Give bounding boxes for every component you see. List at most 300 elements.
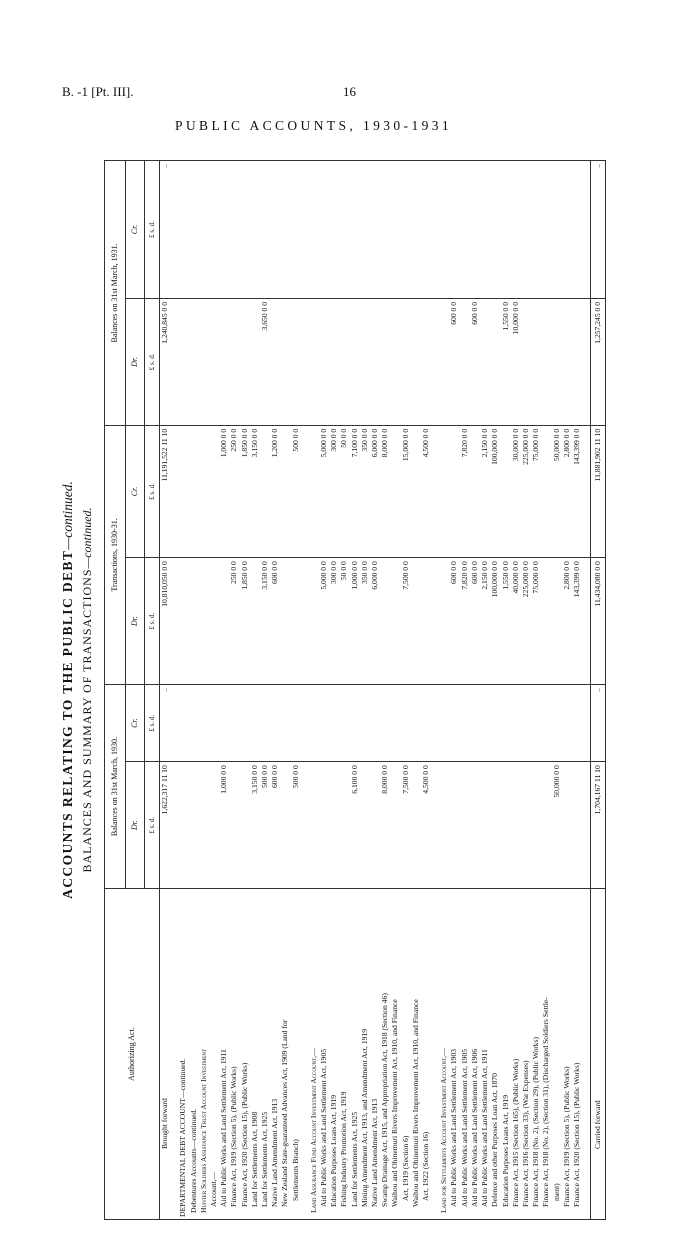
amount-cell	[199, 161, 209, 299]
amount-cell	[501, 161, 511, 299]
amount-cell	[280, 298, 290, 425]
amount-cell	[541, 685, 551, 762]
amount-cell	[309, 762, 319, 889]
amount-cell	[360, 298, 370, 425]
amount-cell	[260, 425, 270, 557]
amount-cell: 7,500 0 0	[401, 762, 411, 889]
amount-cell	[209, 558, 219, 685]
table-row	[160, 161, 171, 1220]
amount-cell	[219, 685, 229, 762]
table-row	[189, 161, 199, 1220]
row-description: Carried forward	[591, 889, 606, 1220]
amount-cell	[250, 685, 260, 762]
row-description: Aid to Public Works and Land Settlement Act, 1903	[449, 889, 459, 1220]
amount-cell: 600 0 0	[449, 298, 459, 425]
amount-cell	[240, 762, 250, 889]
amount-cell	[229, 762, 239, 889]
amount-cell: 350 0 0	[360, 558, 370, 685]
amount-cell	[170, 558, 178, 685]
amount-cell: 3,150 0 0	[250, 762, 260, 889]
page-reference: B. -1 [Pt. III].	[62, 84, 134, 99]
amount-cell	[301, 685, 309, 762]
amount-cell: 50,000 0 0	[552, 762, 562, 889]
row-description: ment)	[552, 889, 562, 1220]
amount-cell	[219, 298, 229, 425]
row-description: Finance Act, 1915 (Section 165), (Public Works)	[511, 889, 521, 1220]
amount-cell	[401, 685, 411, 762]
amount-cell	[490, 762, 500, 889]
amount-cell	[178, 762, 188, 889]
amount-cell: 40,000 0 0	[511, 558, 521, 685]
amount-cell	[460, 685, 470, 762]
table-row	[260, 161, 270, 1220]
table-row	[552, 161, 562, 1220]
col-head-dr: Dr.	[126, 762, 145, 889]
amount-cell	[449, 762, 459, 889]
amount-cell	[301, 762, 309, 889]
amount-cell	[541, 762, 551, 889]
amount-cell	[582, 558, 591, 685]
amount-cell: 2,800 0 0	[562, 425, 572, 557]
amount-cell	[260, 685, 270, 762]
amount-cell: 1,257,245 0 0	[591, 298, 606, 425]
amount-cell	[421, 298, 431, 425]
amount-cell	[170, 298, 178, 425]
col-head-bal1931: Balances on 31st March, 1931.	[105, 161, 126, 426]
amount-cell	[501, 425, 511, 557]
row-description: Finance Act, 1918 (No. 2), (Section 31), (Discharged Soldiers Settle-	[541, 889, 551, 1220]
row-description: Debentures Accounts—continued.	[189, 889, 199, 1220]
unit-head: £ s. d.	[145, 685, 160, 762]
amount-cell	[490, 298, 500, 425]
row-description: Brought forward	[160, 889, 171, 1220]
amount-cell	[439, 298, 449, 425]
amount-cell	[189, 161, 199, 299]
amount-cell	[562, 298, 572, 425]
amount-cell	[309, 161, 319, 299]
amount-cell: 50 0 0	[339, 425, 349, 557]
amount-cell	[439, 558, 449, 685]
table-row	[240, 161, 250, 1220]
amount-cell	[439, 161, 449, 299]
amount-cell	[170, 762, 178, 889]
amount-cell	[170, 685, 178, 762]
amount-cell: 11,434,080 0 0	[591, 558, 606, 685]
unit-head: £ s. d.	[145, 558, 160, 685]
amount-cell: 7,100 0 0	[350, 425, 360, 557]
row-description: Hunter Soldiers Assistance Trust Account Investment	[199, 889, 209, 1220]
amount-cell	[470, 685, 480, 762]
table-row	[431, 161, 439, 1220]
amount-cell	[260, 161, 270, 299]
table-row	[319, 161, 329, 1220]
amount-cell	[309, 558, 319, 685]
amount-cell	[390, 161, 400, 299]
amount-cell: 143,399 0 0	[572, 425, 582, 557]
row-description: Waihou and Ohinemuri Rivers Improvement Act, 1910, and Finance	[390, 889, 400, 1220]
amount-cell: 10,000 0 0	[511, 298, 521, 425]
amount-cell	[421, 161, 431, 299]
row-description: Finance Act, 1916 (Section 33), (War Expenses)	[521, 889, 531, 1220]
amount-cell	[439, 685, 449, 762]
amount-cell	[219, 558, 229, 685]
amount-cell	[360, 161, 370, 299]
amount-cell	[572, 762, 582, 889]
amount-cell	[209, 762, 219, 889]
amount-cell	[209, 425, 219, 557]
amount-cell: ..	[591, 161, 606, 299]
table-row	[380, 161, 390, 1220]
amount-cell: 600 0 0	[270, 558, 280, 685]
amount-cell: 500 0 0	[291, 762, 301, 889]
amount-cell: 500 0 0	[260, 762, 270, 889]
amount-cell: 7,820 0 0	[460, 425, 470, 557]
amount-cell	[470, 762, 480, 889]
amount-cell	[411, 762, 421, 889]
row-description: Finance Act, 1920 (Section 15), (Public Works)	[240, 889, 250, 1220]
table-row	[582, 161, 591, 1220]
ledger-rotated	[60, 160, 650, 1220]
amount-cell: 600 0 0	[470, 558, 480, 685]
amount-cell	[370, 685, 380, 762]
unit-head: £ s. d.	[145, 762, 160, 889]
row-description: Land for Settlements Act, 1925	[260, 889, 270, 1220]
unit-head: £ s. d.	[145, 161, 160, 299]
col-head-act: Authorizing Act.	[105, 889, 160, 1220]
row-description: Native Land Amendment Act, 1913	[370, 889, 380, 1220]
table-row	[309, 161, 319, 1220]
amount-cell: ..	[591, 685, 606, 762]
row-description: Native Land Amendment Act, 1913	[270, 889, 280, 1220]
page-number: 16	[343, 84, 356, 99]
amount-cell: 6,000 0 0	[370, 425, 380, 557]
amount-cell	[431, 685, 439, 762]
amount-cell	[390, 425, 400, 557]
amount-cell	[411, 558, 421, 685]
row-description: Finance Act, 1919 (Section 5), (Public Works)	[562, 889, 572, 1220]
amount-cell: 30,000 0 0	[511, 425, 521, 557]
table-row	[291, 161, 301, 1220]
row-description	[170, 889, 178, 1220]
amount-cell	[240, 298, 250, 425]
amount-cell	[189, 762, 199, 889]
amount-cell	[552, 161, 562, 299]
amount-cell	[511, 161, 521, 299]
col-head-trans: Transactions, 1930-31.	[105, 425, 126, 684]
amount-cell	[439, 425, 449, 557]
col-head-cr: Cr.	[126, 161, 145, 299]
amount-cell	[178, 558, 188, 685]
amount-cell: 1,622,317 11 10	[160, 762, 171, 889]
amount-cell: 11,191,522 11 10	[160, 425, 171, 557]
table-row	[480, 161, 490, 1220]
amount-cell	[189, 558, 199, 685]
amount-cell	[460, 161, 470, 299]
table-row	[170, 161, 178, 1220]
amount-cell: 1,704,167 11 10	[591, 762, 606, 889]
amount-cell	[582, 425, 591, 557]
col-head-bal1930: Balances on 31st March, 1930.	[105, 685, 126, 889]
amount-cell	[531, 298, 541, 425]
amount-cell	[209, 298, 219, 425]
amount-cell	[199, 685, 209, 762]
amount-cell	[541, 558, 551, 685]
table-row	[490, 161, 500, 1220]
amount-cell: ..	[160, 685, 171, 762]
unit-head: £ s. d.	[145, 298, 160, 425]
amount-cell	[229, 685, 239, 762]
amount-cell	[401, 161, 411, 299]
col-head-dr: Dr.	[126, 558, 145, 685]
row-description: Account,—	[209, 889, 219, 1220]
amount-cell	[339, 762, 349, 889]
amount-cell	[270, 298, 280, 425]
table-row	[501, 161, 511, 1220]
amount-cell	[219, 161, 229, 299]
amount-cell	[380, 558, 390, 685]
row-description: Finance Act, 1918 (No. 2), (Section 29), (Public Works)	[531, 889, 541, 1220]
amount-cell	[490, 685, 500, 762]
row-description: Land Assurance Fund Account Investment Account,—	[309, 889, 319, 1220]
amount-cell	[339, 298, 349, 425]
amount-cell	[339, 685, 349, 762]
amount-cell	[270, 685, 280, 762]
amount-cell	[250, 558, 260, 685]
amount-cell	[270, 161, 280, 299]
amount-cell	[370, 762, 380, 889]
amount-cell	[291, 558, 301, 685]
row-description: Land for Settlements Act, 1925	[350, 889, 360, 1220]
amount-cell: 1,000 0 0	[219, 425, 229, 557]
row-description: Fishing Industry Promotion Act, 1919	[339, 889, 349, 1220]
amount-cell	[301, 558, 309, 685]
amount-cell	[582, 161, 591, 299]
amount-cell: 6,000 0 0	[370, 558, 380, 685]
amount-cell: 8,000 0 0	[380, 425, 390, 557]
amount-cell: 143,399 0 0	[572, 558, 582, 685]
amount-cell	[390, 298, 400, 425]
amount-cell	[511, 762, 521, 889]
amount-cell	[189, 298, 199, 425]
amount-cell	[301, 298, 309, 425]
amount-cell	[209, 161, 219, 299]
amount-cell	[350, 298, 360, 425]
ledger-subtitle: BALANCES AND SUMMARY OF TRANSACTIONS—continued.	[80, 507, 94, 873]
amount-cell	[199, 298, 209, 425]
col-head-dr: Dr.	[126, 298, 145, 425]
amount-cell	[470, 425, 480, 557]
amount-cell	[562, 762, 572, 889]
amount-cell	[329, 161, 339, 299]
amount-cell	[521, 685, 531, 762]
amount-cell	[178, 425, 188, 557]
table-row	[541, 161, 551, 1220]
amount-cell	[301, 161, 309, 299]
amount-cell	[189, 685, 199, 762]
amount-cell: 600 0 0	[449, 558, 459, 685]
amount-cell	[350, 161, 360, 299]
amount-cell	[431, 425, 439, 557]
table-row	[270, 161, 280, 1220]
amount-cell	[552, 685, 562, 762]
amount-cell: 7,500 0 0	[401, 558, 411, 685]
amount-cell	[350, 685, 360, 762]
amount-cell: 3,150 0 0	[260, 558, 270, 685]
amount-cell	[411, 685, 421, 762]
amount-cell: 4,500 0 0	[421, 425, 431, 557]
amount-cell	[199, 558, 209, 685]
table-row	[390, 161, 400, 1220]
row-description: New Zealand State-guaranteed Advances Act, 1909 (Land for	[280, 889, 290, 1220]
col-head-cr: Cr.	[126, 685, 145, 762]
amount-cell	[480, 161, 490, 299]
table-row	[199, 161, 209, 1220]
table-row	[439, 161, 449, 1220]
row-description	[582, 889, 591, 1220]
amount-cell	[470, 161, 480, 299]
amount-cell	[309, 298, 319, 425]
row-description: Aid to Public Works and Land Settlement Act, 1905	[319, 889, 329, 1220]
amount-cell: 250 0 0	[229, 558, 239, 685]
amount-cell	[189, 425, 199, 557]
amount-cell: 1,200 0 0	[270, 425, 280, 557]
amount-cell: 50,000 0 0	[552, 425, 562, 557]
table-row	[209, 161, 219, 1220]
amount-cell	[309, 425, 319, 557]
amount-cell	[291, 298, 301, 425]
amount-cell	[431, 762, 439, 889]
amount-cell	[319, 161, 329, 299]
amount-cell	[501, 685, 511, 762]
amount-cell	[552, 558, 562, 685]
amount-cell: 4,500 0 0	[421, 762, 431, 889]
amount-cell: 50 0 0	[339, 558, 349, 685]
amount-cell: 10,810,050 0 0	[160, 558, 171, 685]
amount-cell	[582, 298, 591, 425]
amount-cell	[291, 685, 301, 762]
amount-cell	[511, 685, 521, 762]
amount-cell	[380, 298, 390, 425]
amount-cell	[170, 425, 178, 557]
amount-cell	[250, 161, 260, 299]
table-row	[411, 161, 421, 1220]
amount-cell: 225,000 0 0	[521, 425, 531, 557]
amount-cell	[480, 762, 490, 889]
amount-cell	[531, 762, 541, 889]
amount-cell: 225,000 0 0	[521, 558, 531, 685]
table-row	[339, 161, 349, 1220]
amount-cell	[370, 298, 380, 425]
amount-cell	[240, 161, 250, 299]
amount-cell	[319, 298, 329, 425]
amount-cell	[280, 558, 290, 685]
amount-cell	[572, 685, 582, 762]
amount-cell	[199, 762, 209, 889]
amount-cell	[390, 685, 400, 762]
amount-cell	[280, 425, 290, 557]
amount-cell	[291, 161, 301, 299]
amount-cell	[178, 685, 188, 762]
amount-cell: 8,000 0 0	[380, 762, 390, 889]
table-row	[178, 161, 188, 1220]
amount-cell	[562, 161, 572, 299]
amount-cell	[431, 558, 439, 685]
amount-cell	[531, 161, 541, 299]
amount-cell	[480, 298, 490, 425]
table-row	[572, 161, 582, 1220]
amount-cell	[199, 425, 209, 557]
amount-cell	[380, 161, 390, 299]
amount-cell	[421, 685, 431, 762]
amount-cell	[460, 298, 470, 425]
table-row	[329, 161, 339, 1220]
table-row	[470, 161, 480, 1220]
table-row	[449, 161, 459, 1220]
amount-cell: 350 0 0	[360, 425, 370, 557]
amount-cell: 600 0 0	[470, 298, 480, 425]
amount-cell: 600 0 0	[270, 762, 280, 889]
amount-cell	[319, 762, 329, 889]
amount-cell	[280, 685, 290, 762]
amount-cell	[480, 685, 490, 762]
amount-cell: 100,000 0 0	[490, 558, 500, 685]
amount-cell	[449, 685, 459, 762]
table-row	[511, 161, 521, 1220]
row-description: Finance Act, 1919 (Section 5), (Public Works)	[229, 889, 239, 1220]
row-description: Mining Amendment Act, 1913, and Amendment Act, 1919	[360, 889, 370, 1220]
amount-cell	[178, 298, 188, 425]
row-description: Aid to Public Works and Land Settlement Act, 1911	[219, 889, 229, 1220]
amount-cell	[390, 558, 400, 685]
amount-cell	[280, 161, 290, 299]
amount-cell: 300 0 0	[329, 558, 339, 685]
amount-cell	[309, 685, 319, 762]
amount-cell	[339, 161, 349, 299]
amount-cell	[582, 762, 591, 889]
col-head-cr: Cr.	[126, 425, 145, 557]
row-description: Land for Settlements Act, 1908	[250, 889, 260, 1220]
row-description: Education Purposes Loans Act, 1919	[329, 889, 339, 1220]
table-row	[460, 161, 470, 1220]
ledger-title: ACCOUNTS RELATING TO THE PUBLIC DEBT—continued.	[60, 481, 75, 899]
amount-cell	[572, 298, 582, 425]
amount-cell	[552, 298, 562, 425]
row-description: Act, 1919 (Section 6)	[401, 889, 411, 1220]
amount-cell	[541, 425, 551, 557]
row-description	[431, 889, 439, 1220]
amount-cell: 1,550 0 0	[501, 298, 511, 425]
amount-cell	[501, 762, 511, 889]
amount-cell: ..	[160, 161, 171, 299]
row-description: Aid to Public Works and Land Settlement Act, 1911	[480, 889, 490, 1220]
amount-cell: 1,850 0 0	[240, 425, 250, 557]
amount-cell	[572, 161, 582, 299]
table-row	[401, 161, 411, 1220]
table-row	[250, 161, 260, 1220]
table-row	[521, 161, 531, 1220]
amount-cell: 6,100 0 0	[350, 762, 360, 889]
amount-cell	[209, 685, 219, 762]
row-description: Settlements Branch)	[291, 889, 301, 1220]
table-row	[219, 161, 229, 1220]
amount-cell	[170, 161, 178, 299]
amount-cell: 1,000 0 0	[219, 762, 229, 889]
amount-cell	[250, 298, 260, 425]
amount-cell	[449, 161, 459, 299]
amount-cell: 100,000 0 0	[490, 425, 500, 557]
amount-cell	[390, 762, 400, 889]
amount-cell: 7,820 0 0	[460, 558, 470, 685]
